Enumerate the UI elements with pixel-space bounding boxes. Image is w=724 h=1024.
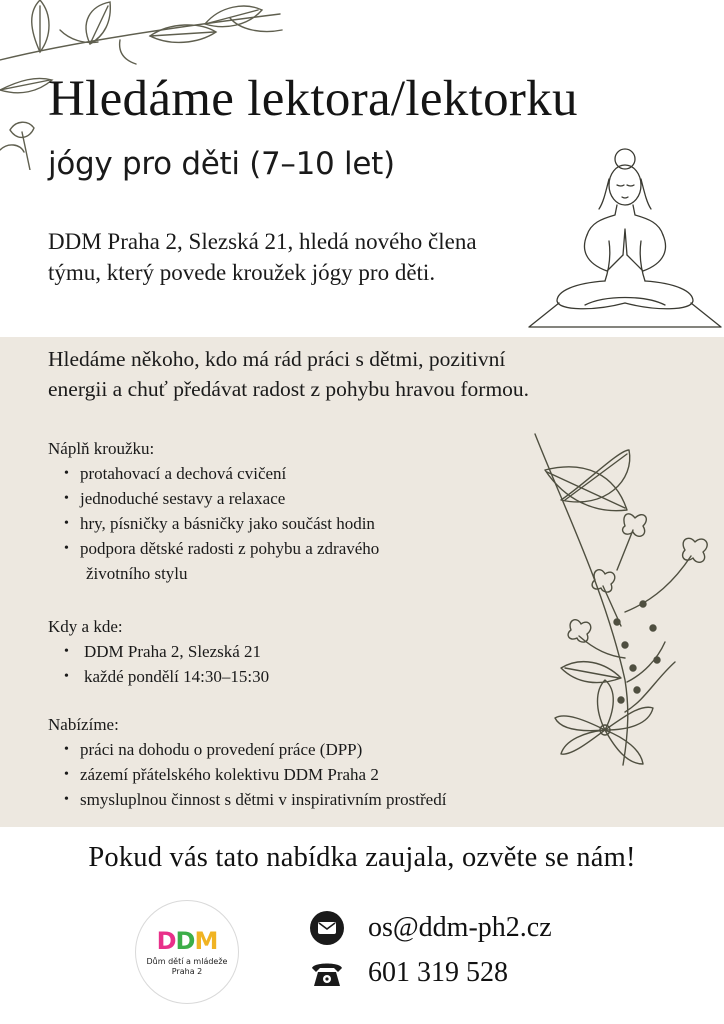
lead-text	[48, 344, 688, 404]
list-item: • práci na dohodu o provedení práce (DPP)	[48, 737, 446, 762]
list-item: • DDM Praha 2, Slezská 21	[48, 639, 269, 664]
lead-line: Hledáme někoho, kdo má rád práci s dětmi, pozitivní	[48, 347, 506, 371]
envelope-icon	[310, 911, 344, 945]
email-row[interactable]	[310, 911, 552, 945]
phone-row[interactable]	[310, 956, 508, 990]
list-item-line: • podpora dětské radosti z pohybu a zdravého	[80, 539, 380, 558]
logo-mark	[136, 927, 238, 955]
phone-number[interactable]: 601 319 528	[368, 957, 508, 988]
logo-line2: Praha 2	[171, 967, 203, 976]
ddm-logo	[135, 900, 239, 1004]
intro-text	[48, 226, 568, 288]
nabizime-heading: Nabízíme:	[48, 715, 119, 734]
list-item-line: životního stylu	[86, 564, 188, 583]
page-subtitle: jógy pro děti (7–10 let)	[48, 146, 395, 182]
logo-letter: D	[156, 927, 176, 955]
list-item: • jednoduché sestavy a relaxace	[48, 486, 379, 511]
list-item: • smysluplnou činnost s dětmi v inspirativním prostředí	[48, 787, 446, 812]
intro-line: týmu, který povede kroužek jógy pro děti.	[48, 260, 436, 285]
call-to-action: Pokud vás tato nabídka zaujala, ozvěte se nám!	[88, 842, 636, 873]
list-item	[48, 536, 379, 586]
napln-list	[48, 461, 379, 586]
floral-branch-icon	[525, 430, 724, 770]
kdy-heading: Kdy a kde:	[48, 617, 123, 636]
kdy-block	[48, 614, 269, 689]
nabizime-list	[48, 737, 446, 812]
list-item: • hry, písničky a básničky jako součást hodin	[48, 511, 379, 536]
logo-letter: D	[175, 927, 195, 955]
telephone-icon	[310, 956, 344, 990]
nabizime-block	[48, 712, 446, 812]
napln-block	[48, 436, 379, 586]
intro-line: DDM Praha 2, Slezská 21, hledá nového člena	[48, 229, 477, 254]
list-item: • zázemí přátelského kolektivu DDM Praha 2	[48, 762, 446, 787]
page-title: Hledáme lektora/lektorku	[48, 71, 578, 127]
list-item: • protahovací a dechová cvičení	[48, 461, 379, 486]
napln-heading: Náplň kroužku:	[48, 439, 155, 458]
kdy-list	[48, 639, 269, 689]
email-link[interactable]: os@ddm-ph2.cz	[368, 912, 552, 943]
logo-letter: M	[194, 927, 218, 955]
logo-line1: Dům dětí a mládeže	[146, 957, 228, 966]
list-item: • každé pondělí 14:30–15:30	[48, 664, 269, 689]
lead-line: energii a chuť předávat radost z pohybu hravou formou.	[48, 377, 530, 401]
